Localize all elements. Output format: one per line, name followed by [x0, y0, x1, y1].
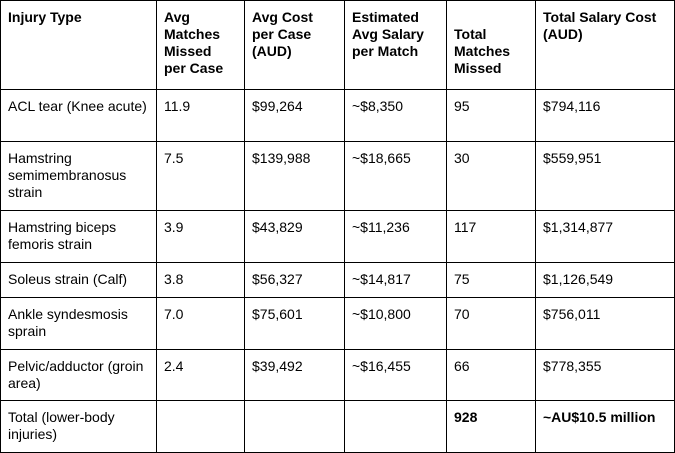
- cell-total-matches: 70: [447, 298, 536, 350]
- cell-avg-matches: 11.9: [157, 90, 245, 142]
- table-row: [1, 90, 675, 142]
- total-avg-matches: [157, 401, 245, 453]
- cell-avg-matches: 3.9: [157, 211, 245, 263]
- total-avg-cost: [245, 401, 345, 453]
- cell-total-matches: 117: [447, 211, 536, 263]
- cell-avg-salary: ~$16,455: [345, 350, 447, 401]
- cell-avg-salary: ~$14,817: [345, 263, 447, 298]
- cell-total-matches: 95: [447, 90, 536, 142]
- cell-injury-type: Pelvic/adductor (groin area): [1, 350, 157, 401]
- cell-injury-type: Hamstring semimembranosus strain: [1, 142, 157, 211]
- cell-avg-cost: $43,829: [245, 211, 345, 263]
- cell-avg-cost: $99,264: [245, 90, 345, 142]
- cell-avg-matches: 3.8: [157, 263, 245, 298]
- total-avg-salary: [345, 401, 447, 453]
- cell-avg-salary: ~$11,236: [345, 211, 447, 263]
- header-total-matches-missed: Total Matches Missed: [447, 1, 536, 90]
- cell-avg-matches: 7.5: [157, 142, 245, 211]
- cell-avg-cost: $139,988: [245, 142, 345, 211]
- cell-avg-salary: ~$10,800: [345, 298, 447, 350]
- cell-injury-type: Hamstring biceps femoris strain: [1, 211, 157, 263]
- table-row: [1, 142, 675, 211]
- total-label: Total (lower-body injuries): [1, 401, 157, 453]
- header-total-salary-cost: Total Salary Cost (AUD): [536, 1, 675, 90]
- header-row: [1, 1, 675, 90]
- table-row: [1, 298, 675, 350]
- cell-avg-cost: $75,601: [245, 298, 345, 350]
- cell-total-matches: 30: [447, 142, 536, 211]
- header-injury-type: Injury Type: [1, 1, 157, 90]
- cell-total-matches: 75: [447, 263, 536, 298]
- total-matches-missed: 928: [447, 401, 536, 453]
- header-avg-cost-per-case: Avg Cost per Case (AUD): [245, 1, 345, 90]
- cell-total-salary: $794,116: [536, 90, 675, 142]
- cell-avg-matches: 7.0: [157, 298, 245, 350]
- cell-total-matches: 66: [447, 350, 536, 401]
- cell-total-salary: $1,314,877: [536, 211, 675, 263]
- total-salary-cost: ~AU$10.5 million: [536, 401, 675, 453]
- cell-avg-salary: ~$8,350: [345, 90, 447, 142]
- header-avg-matches-missed: Avg Matches Missed per Case: [157, 1, 245, 90]
- cell-avg-cost: $39,492: [245, 350, 345, 401]
- table-row: [1, 211, 675, 263]
- cell-total-salary: $559,951: [536, 142, 675, 211]
- cell-avg-salary: ~$18,665: [345, 142, 447, 211]
- total-row: [1, 401, 675, 453]
- table-row: [1, 350, 675, 401]
- cell-avg-cost: $56,327: [245, 263, 345, 298]
- cell-injury-type: Soleus strain (Calf): [1, 263, 157, 298]
- cell-total-salary: $1,126,549: [536, 263, 675, 298]
- table-row: [1, 263, 675, 298]
- cell-injury-type: Ankle syndesmosis sprain: [1, 298, 157, 350]
- cell-injury-type: ACL tear (Knee acute): [1, 90, 157, 142]
- cell-total-salary: $778,355: [536, 350, 675, 401]
- header-est-avg-salary: Estimated Avg Salary per Match: [345, 1, 447, 90]
- cell-total-salary: $756,011: [536, 298, 675, 350]
- cell-avg-matches: 2.4: [157, 350, 245, 401]
